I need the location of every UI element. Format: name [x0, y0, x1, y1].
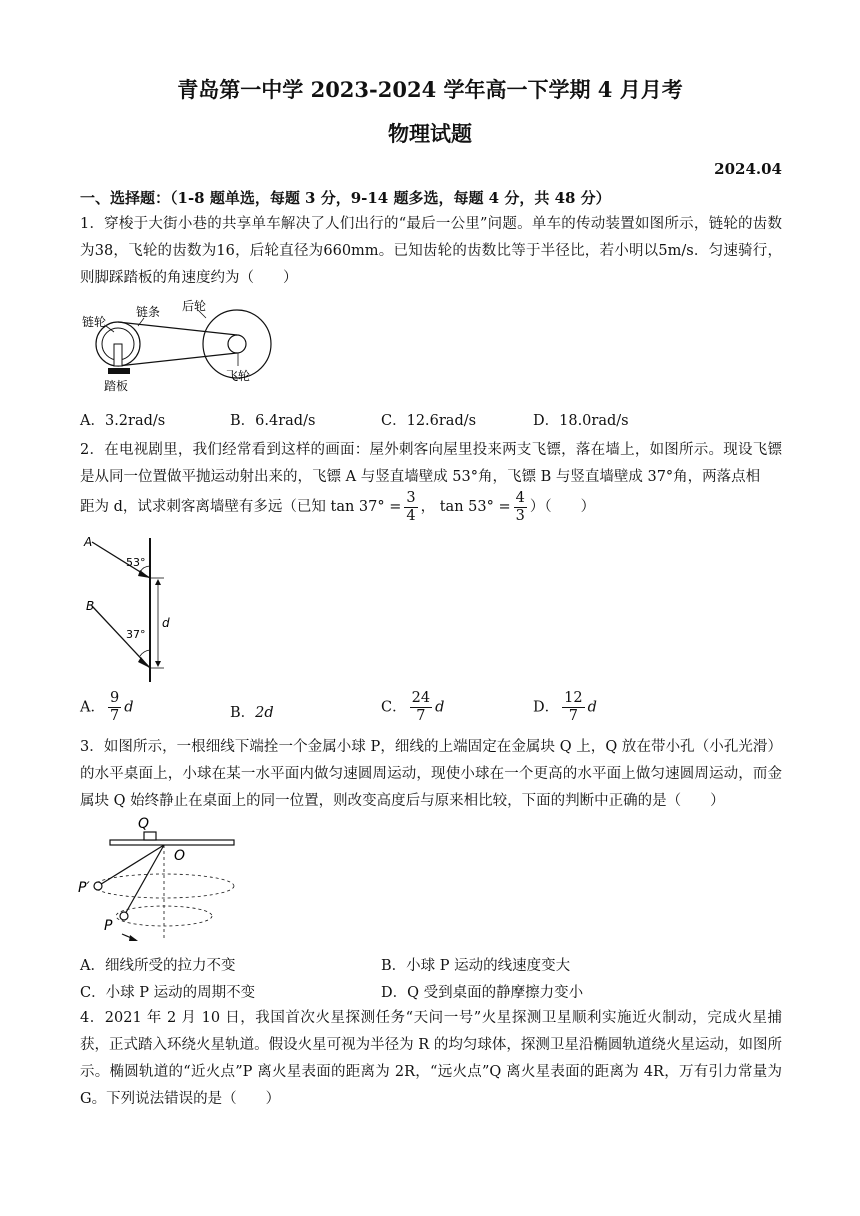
label-p-prime: P′	[78, 880, 90, 896]
ball-p	[120, 912, 128, 920]
label-chain: 链条	[136, 305, 161, 319]
pedal-crank	[114, 344, 122, 366]
label-pedal: 踏板	[104, 379, 129, 393]
conical-pendulum-figure	[78, 812, 258, 952]
string-upper	[98, 845, 164, 886]
rear-wheel-circle	[203, 310, 271, 378]
label-o: O	[174, 848, 186, 864]
q2-option-b[interactable]: B．2d	[230, 705, 274, 721]
q3-option-d[interactable]: D．Q 受到桌面的静摩擦力变小	[381, 985, 584, 1001]
label-angle-37: 37°	[126, 628, 146, 641]
section-heading: 一、选择题：（1-8 题单选，每题 3 分，9-14 题多选，每题 4 分，共 48 分）	[80, 189, 611, 207]
q2-option-c[interactable]: C． $\frac{24}{7}$ d	[381, 690, 445, 724]
q2-option-d[interactable]: D． $\frac{12}{7}$ d	[533, 690, 597, 724]
block-q	[144, 832, 156, 840]
fraction-tan53: $\frac{4}{3}$	[515, 489, 525, 524]
pedal-block	[108, 368, 130, 374]
fraction-tan37: $\frac{3}{4}$	[406, 489, 416, 524]
q2-text-part-c: ）（ ）	[529, 499, 596, 515]
question-4-text: 4．2021 年 2 月 10 日，我国首次火星探测任务“天问一号”火星探测卫星顺利实施近火制动，完成火星捕获，正式踏入环绕火星轨道。假设火星可视为半径为 R 的均匀球体，探测卫星沿椭圆轨道绕火星运动，如图所示。椭圆轨道的“近火点”P 离火星表面的距离为 2R，“远火点”Q 离火星表面的距离为 4R，万有引力常量为 G。下列说法错误的是（ ）	[80, 1010, 782, 1107]
ball-p-prime	[94, 882, 102, 890]
label-distance-d: d	[162, 616, 170, 630]
q2-text-part-a: 距为 d，试求刺客离墙壁有多远（已知 tan 37° =	[80, 499, 402, 515]
q2-text-part-b: ， tan 53° =	[420, 499, 511, 515]
q1-option-b[interactable]: B．6.4rad/s	[230, 413, 316, 429]
question-1-text: 1．穿梭于大街小巷的共享单车解决了人们出行的“最后一公里”问题。单车的传动装置如图所示，链轮的齿数为38，飞轮的齿数为16，后轮直径为660mm。已知齿轮的齿数比等于半径比，若小明以5m/s．匀速骑行，则脚踩踏板的角速度约为（ ）	[80, 216, 782, 286]
label-dart-a: A	[84, 535, 93, 549]
chain-top-line	[118, 322, 237, 335]
darts-wall-figure	[78, 530, 188, 690]
string-lower	[124, 845, 164, 916]
label-dart-b: B	[86, 599, 95, 613]
q1-option-d[interactable]: D．18.0rad/s	[533, 413, 629, 429]
q2-option-a[interactable]: A． $\frac{9}{7}$ d	[80, 690, 134, 724]
label-flywheel: 飞轮	[226, 369, 251, 383]
q1-option-c[interactable]: C．12.6rad/s	[381, 413, 477, 429]
q3-option-a[interactable]: A．细线所受的拉力不变	[80, 958, 236, 974]
label-rear-wheel: 后轮	[182, 299, 207, 313]
exam-subtitle: 物理试题	[388, 121, 472, 146]
q3-option-c[interactable]: C．小球 P 运动的周期不变	[80, 985, 256, 1001]
exam-title: 青岛第一中学 2023-2024 学年高一下学期 4 月月考	[177, 77, 683, 102]
q3-option-b[interactable]: B．小球 P 运动的线速度变大	[381, 958, 571, 974]
q1-option-a[interactable]: A．3.2rad/s	[80, 413, 166, 429]
label-p: P	[104, 918, 113, 934]
question-2-text-line1: 2．在电视剧里，我们经常看到这样的画面：屋外刺客向屋里投来两支飞镖，落在墙上，如图所示。现设飞镖是从同一位置做平抛运动射出来的，飞镖 A 与竖直墙壁成 53°角，飞镖 B 与竖直墙壁成 37°角，两落点相	[80, 442, 782, 485]
label-q: Q	[138, 816, 150, 832]
table-left	[110, 840, 234, 845]
flywheel-circle	[228, 335, 246, 353]
chain-bottom-line	[118, 353, 237, 366]
bicycle-transmission-figure	[78, 296, 278, 396]
label-angle-53: 53°	[126, 556, 146, 569]
exam-date: 2024.04	[714, 160, 782, 178]
label-sprocket: 链轮	[82, 315, 107, 329]
question-3-text: 3．如图所示，一根细线下端拴一个金属小球 P，细线的上端固定在金属块 Q 上，Q 放在带小孔（小孔光滑）的水平桌面上，小球在某一水平面内做匀速圆周运动，现使小球在一个更高的水平面上做匀速圆周运动，而金属块 Q 始终静止在桌面上的同一位置，则改变高度后与原来相比较，下面的判断中正确的是（ ）	[80, 739, 782, 809]
question-2-text-line2	[80, 487, 595, 527]
